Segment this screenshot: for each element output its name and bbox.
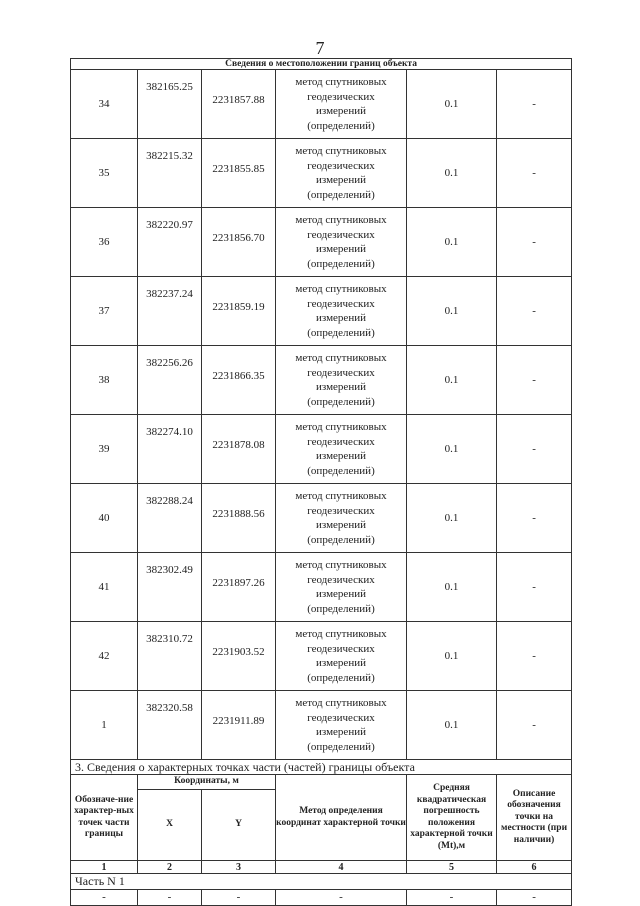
table-row (71, 553, 572, 622)
method-line: геодезических (307, 366, 375, 379)
method-line: (определений) (307, 602, 375, 615)
point-number: 40 (71, 484, 138, 553)
method-cell (276, 139, 407, 208)
table-row (71, 415, 572, 484)
col-method-header: Метод определения координат характерной точки (276, 775, 407, 861)
method-line: метод спутниковых (295, 628, 387, 640)
method-line: измерений (316, 519, 366, 531)
method-line: измерений (316, 381, 366, 393)
boundary-table (70, 58, 572, 906)
method-line: (определений) (307, 395, 375, 408)
coord-y-value: 2231878.08 (212, 439, 265, 451)
empty-cell: - (276, 890, 407, 906)
table-row (71, 70, 572, 139)
section3-title: 3. Сведения о характерных точках части (частей) границы объекта (71, 760, 572, 775)
coord-x: 382320.58 (138, 691, 202, 760)
accuracy: 0.1 (407, 208, 497, 277)
point-number: 34 (71, 70, 138, 139)
coord-x: 382165.25 (138, 70, 202, 139)
method-line: измерений (316, 174, 366, 186)
coord-x: 382220.97 (138, 208, 202, 277)
coord-y (202, 415, 276, 484)
method-line: (определений) (307, 119, 375, 132)
coord-y-value: 2231859.19 (212, 301, 265, 313)
coord-y-value: 2231888.56 (212, 508, 265, 520)
col-x-header: X (138, 790, 202, 861)
method-line: измерений (316, 588, 366, 600)
point-description: - (497, 553, 572, 622)
accuracy: 0.1 (407, 277, 497, 346)
coord-y (202, 208, 276, 277)
empty-cell: - (407, 890, 497, 906)
method-cell (276, 346, 407, 415)
method-line: метод спутниковых (295, 352, 387, 364)
col-num-2: 2 (138, 861, 202, 874)
table-row (71, 139, 572, 208)
method-line: измерений (316, 243, 366, 255)
col-num-5: 5 (407, 861, 497, 874)
accuracy: 0.1 (407, 415, 497, 484)
method-line: геодезических (307, 573, 375, 586)
coord-y-value: 2231911.89 (212, 715, 265, 727)
method-cell (276, 484, 407, 553)
table-row (71, 691, 572, 760)
method-line: измерений (316, 450, 366, 462)
coord-x: 382215.32 (138, 139, 202, 208)
col-num-4: 4 (276, 861, 407, 874)
point-number: 35 (71, 139, 138, 208)
point-description: - (497, 346, 572, 415)
method-line: (определений) (307, 188, 375, 201)
coord-y (202, 622, 276, 691)
point-description: - (497, 415, 572, 484)
coord-y-value: 2231903.52 (212, 646, 265, 658)
method-line: геодезических (307, 504, 375, 517)
method-line: метод спутниковых (295, 283, 387, 295)
table-row (71, 346, 572, 415)
point-description: - (497, 139, 572, 208)
point-description: - (497, 484, 572, 553)
coord-y-value: 2231866.35 (212, 370, 265, 382)
col-coords-header: Координаты, м (138, 775, 276, 790)
coord-x: 382274.10 (138, 415, 202, 484)
method-cell (276, 691, 407, 760)
col-y-header: Y (202, 790, 276, 861)
method-cell (276, 208, 407, 277)
point-description: - (497, 70, 572, 139)
col-num-3: 3 (202, 861, 276, 874)
point-number: 38 (71, 346, 138, 415)
empty-cell: - (202, 890, 276, 906)
coord-x: 382302.49 (138, 553, 202, 622)
coord-y (202, 553, 276, 622)
accuracy: 0.1 (407, 484, 497, 553)
col-num-1: 1 (71, 861, 138, 874)
coord-y-value: 2231857.88 (212, 94, 265, 106)
page-number: 7 (315, 38, 325, 58)
coord-y (202, 346, 276, 415)
accuracy: 0.1 (407, 70, 497, 139)
method-cell (276, 70, 407, 139)
empty-cell: - (71, 890, 138, 906)
coord-y (202, 139, 276, 208)
method-line: (определений) (307, 257, 375, 270)
method-line: метод спутниковых (295, 490, 387, 502)
method-line: геодезических (307, 90, 375, 103)
method-line: измерений (316, 105, 366, 117)
point-description: - (497, 277, 572, 346)
method-line: измерений (316, 657, 366, 669)
method-line: измерений (316, 312, 366, 324)
coord-x: 382237.24 (138, 277, 202, 346)
method-line: геодезических (307, 435, 375, 448)
method-line: геодезических (307, 642, 375, 655)
point-description: - (497, 622, 572, 691)
col-desc-header: Описание обозначения точки на местности (при наличии) (497, 775, 572, 861)
point-number: 37 (71, 277, 138, 346)
table-row (71, 622, 572, 691)
coord-y (202, 691, 276, 760)
empty-cell: - (497, 890, 572, 906)
method-cell (276, 277, 407, 346)
coord-x: 382310.72 (138, 622, 202, 691)
method-cell (276, 553, 407, 622)
accuracy: 0.1 (407, 139, 497, 208)
method-line: (определений) (307, 671, 375, 684)
point-number: 42 (71, 622, 138, 691)
coord-x: 382288.24 (138, 484, 202, 553)
table-row (71, 484, 572, 553)
method-line: геодезических (307, 711, 375, 724)
point-number: 1 (71, 691, 138, 760)
point-description: - (497, 208, 572, 277)
empty-cell: - (138, 890, 202, 906)
point-description: - (497, 691, 572, 760)
method-line: метод спутниковых (295, 145, 387, 157)
coord-y (202, 70, 276, 139)
method-line: (определений) (307, 464, 375, 477)
method-line: метод спутниковых (295, 421, 387, 433)
part-label: Часть N 1 (71, 874, 572, 890)
method-line: измерений (316, 726, 366, 738)
method-line: геодезических (307, 228, 375, 241)
method-line: метод спутниковых (295, 559, 387, 571)
table-row (71, 277, 572, 346)
col-designation-header: Обозначе-ние характер-ных точек части границы (71, 775, 138, 861)
method-line: геодезических (307, 297, 375, 310)
method-line: геодезических (307, 159, 375, 172)
point-number: 41 (71, 553, 138, 622)
coord-y-value: 2231897.26 (212, 577, 265, 589)
coord-y (202, 484, 276, 553)
method-line: (определений) (307, 533, 375, 546)
coord-x: 382256.26 (138, 346, 202, 415)
method-line: метод спутниковых (295, 214, 387, 226)
coord-y-value: 2231855.85 (212, 163, 265, 175)
accuracy: 0.1 (407, 622, 497, 691)
method-line: (определений) (307, 326, 375, 339)
section-title: Сведения о местоположении границ объекта (71, 59, 572, 70)
accuracy: 0.1 (407, 346, 497, 415)
point-number: 39 (71, 415, 138, 484)
accuracy: 0.1 (407, 691, 497, 760)
coord-y (202, 277, 276, 346)
col-num-6: 6 (497, 861, 572, 874)
table-row (71, 208, 572, 277)
point-number: 36 (71, 208, 138, 277)
method-line: метод спутниковых (295, 76, 387, 88)
col-accuracy-header: Средняя квадратическая погрешность положения характерной точки (Mt),м (407, 775, 497, 861)
accuracy: 0.1 (407, 553, 497, 622)
coord-y-value: 2231856.70 (212, 232, 265, 244)
method-cell (276, 622, 407, 691)
method-line: (определений) (307, 740, 375, 753)
method-cell (276, 415, 407, 484)
method-line: метод спутниковых (295, 697, 387, 709)
